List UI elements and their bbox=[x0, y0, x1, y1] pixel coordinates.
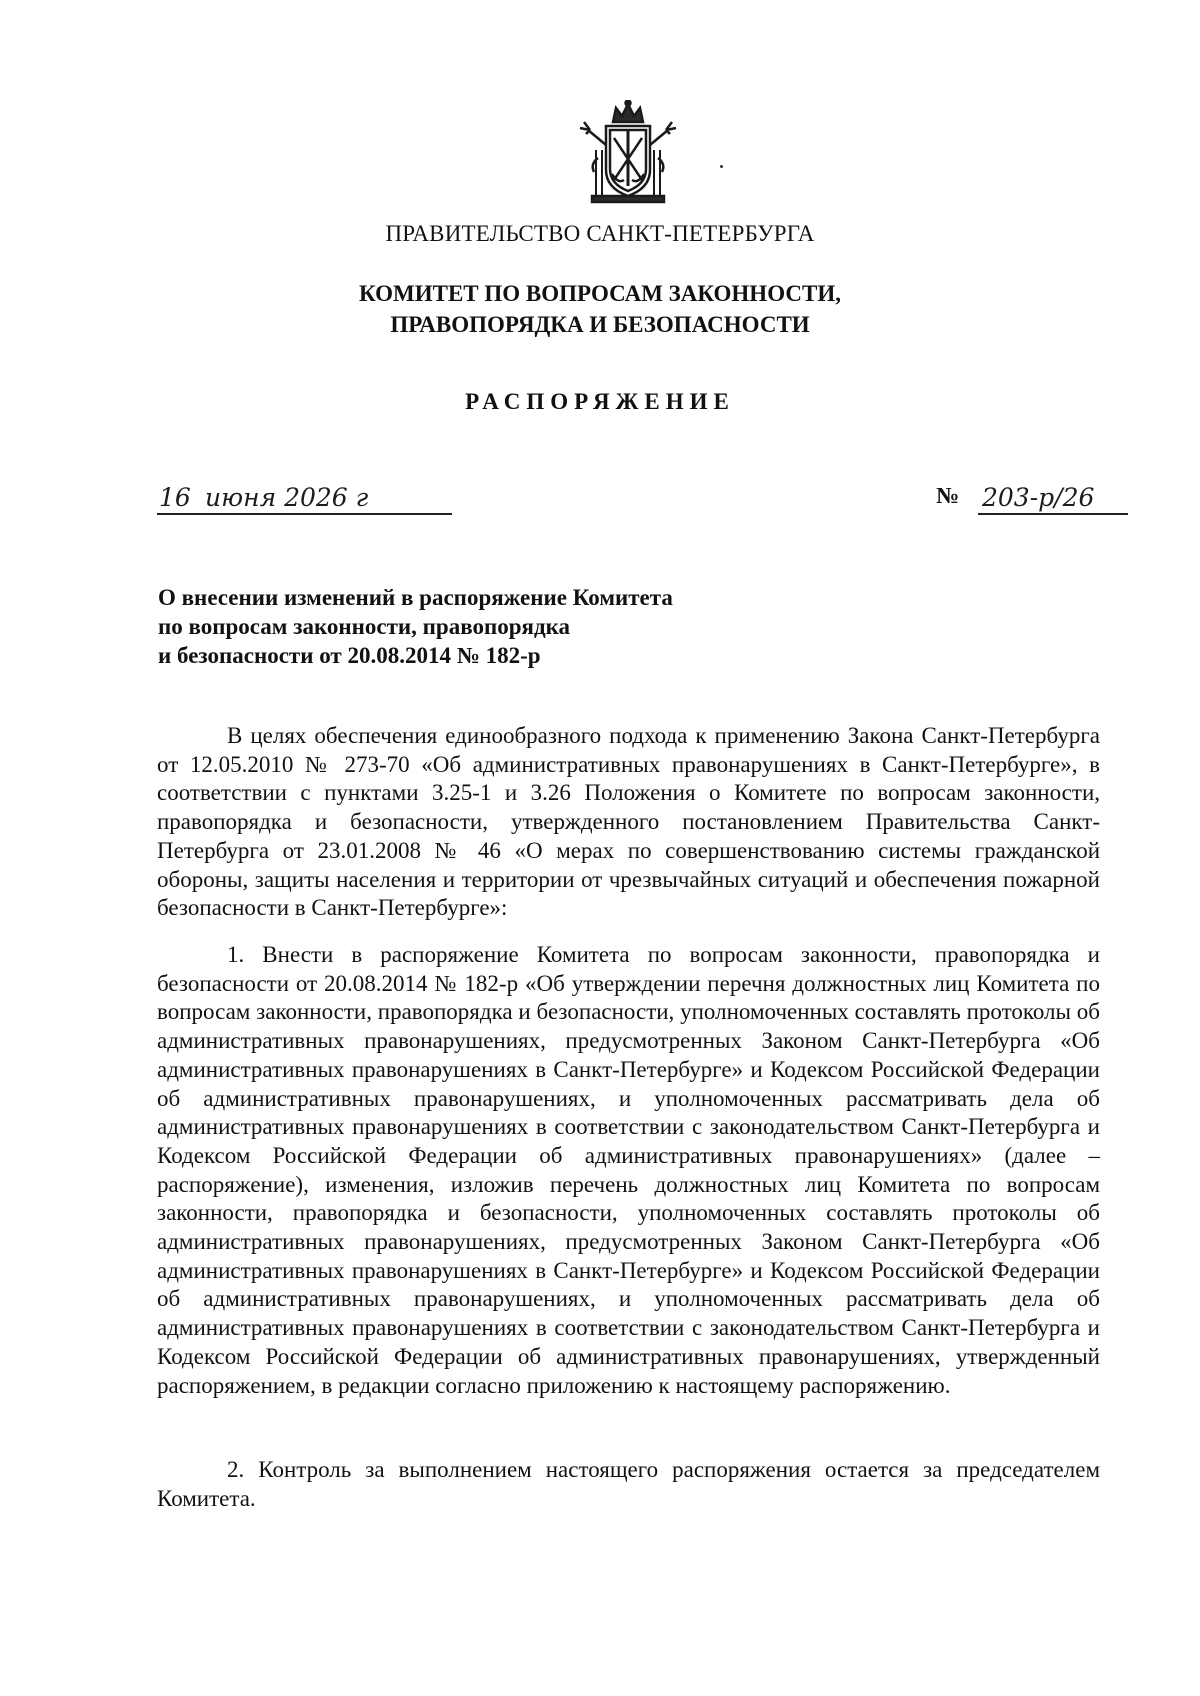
committee-name-line-1: КОМИТЕТ ПО ВОПРОСАМ ЗАКОННОСТИ, bbox=[359, 281, 841, 306]
subject-line-3: и безопасности от 20.08.2014 № 182-р bbox=[158, 643, 541, 668]
number-label: № bbox=[936, 483, 960, 508]
date-day: 16 bbox=[159, 483, 191, 512]
saint-petersburg-coat-of-arms-icon bbox=[568, 100, 688, 210]
committee-name-line-2: ПРАВОПОРЯДКА И БЕЗОПАСНОСТИ bbox=[390, 312, 810, 337]
preamble-paragraph: В целях обеспечения единообразного подхода к применению Закона Санкт-Петербурга от 12.05.2010 № 273-70 «Об административных правонарушениях в Санкт-Петербурге», в соответствии с пунктами 3.25-1 и 3.26 Положения о Комитете по вопросам законности, правопорядка и безопасности, утвержденного постановлением Правительства Санкт-Петербурга от 23.01.2008 № 46 «О мерах по совершенствованию системы гражданской обороны, защиты населения и территории от чрезвычайных ситуаций и обеспечения пожарной безопасности в Санкт-Петербурге»: bbox=[157, 723, 1100, 921]
document-type: РАСПОРЯЖЕНИЕ bbox=[465, 389, 735, 414]
subject-line-1: О внесении изменений в распоряжение Комитета bbox=[158, 585, 673, 610]
scan-speck bbox=[720, 165, 723, 168]
document-number bbox=[936, 483, 1136, 513]
order-item-1: 1. Внести в распоряжение Комитета по вопросам законности, правопорядка и безопасности от 20.08.2014 № 182-р «Об утверждении перечня должностных лиц Комитета по вопросам законности, правопорядка и безопасности, уполномоченных составлять протоколы об административных правонарушениях, предусмотренных Законом Санкт-Петербурга «Об административных правонарушениях в Санкт-Петербурге» и Кодексом Российской Федерации об административных правонарушениях, и уполномоченных рассматривать дела об административных правонарушениях в соответствии с законодательством Санкт-Петербурга и Кодексом Российской Федерации об административных правонарушениях» (далее – распоряжение), изменения, изложив перечень должностных лиц Комитета по вопросам законности, правопорядка и безопасности, уполномоченных составлять протоколы об административных правонарушениях, предусмотренных Законом Санкт-Петербурга «Об административных правонарушениях в Санкт-Петербурге» и Кодексом Российской Федерации об административных правонарушениях, и уполномоченных рассматривать дела об административных правонарушениях в соответствии с законодательством Санкт-Петербурга и Кодексом Российской Федерации об административных правонарушениях, утвержденный распоряжением, в редакции согласно приложению к настоящему распоряжению. bbox=[157, 942, 1100, 1398]
number-field bbox=[978, 483, 1128, 515]
number-value: 203-р/26 bbox=[982, 483, 1095, 512]
committee-name bbox=[0, 278, 1200, 340]
subject-line-2: по вопросам законности, правопорядка bbox=[158, 614, 571, 639]
date-month-year: июня 2026 г bbox=[205, 483, 369, 512]
order-item-2: 2. Контроль за выполнением настоящего распоряжения остается за председателем Комитета. bbox=[157, 1457, 1100, 1511]
document-subject bbox=[158, 583, 673, 670]
document-date bbox=[157, 483, 452, 515]
government-name: ПРАВИТЕЛЬСТВО САНКТ-ПЕТЕРБУРГА bbox=[385, 221, 815, 246]
